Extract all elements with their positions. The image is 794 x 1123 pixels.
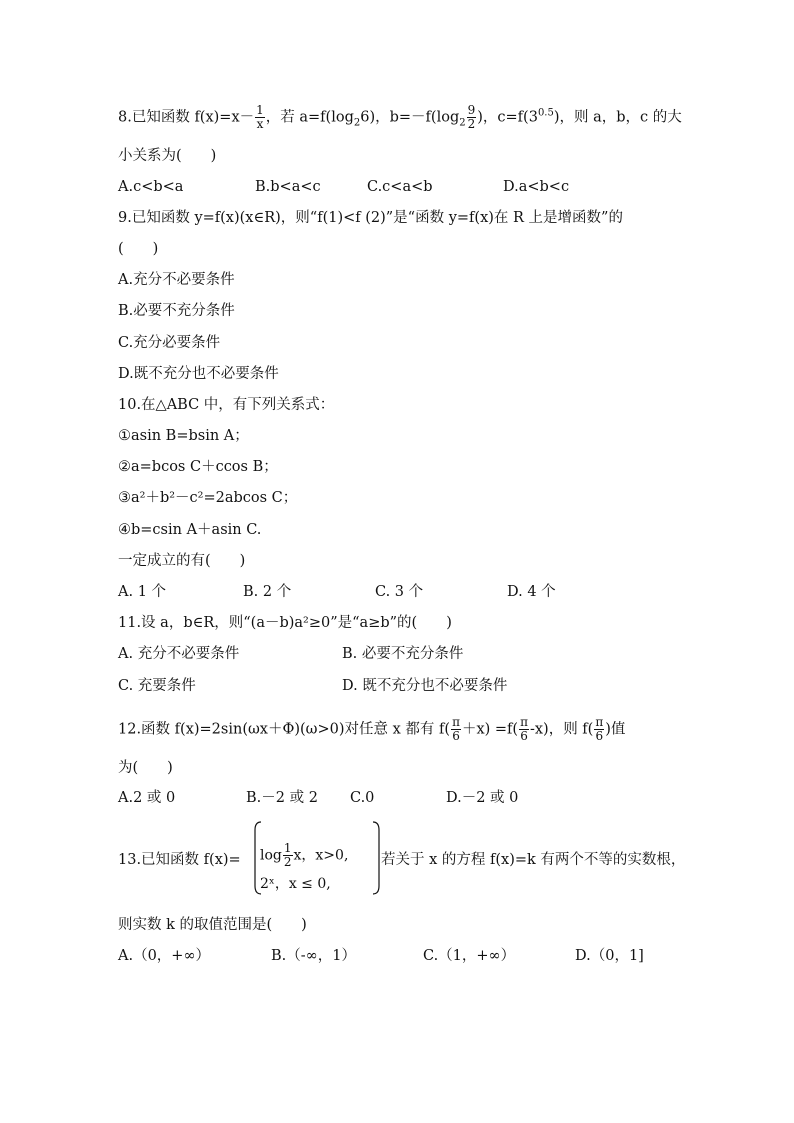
q10-option-c: C. 3 个 [375,584,424,600]
q13-line-2: 则实数 k 的取值范围是( ) [118,917,307,933]
piece-case-2: 2ˣ，x ≤ 0, [260,876,331,892]
q12-fraction-1: $\frac{\pi}{6}$ [452,715,460,743]
q13-option-b: B.（-∞，1） [271,948,356,964]
q12-text-2: ＋x) =f( [461,721,519,738]
q12-text-1: 12.函数 f(x)=2sin(ωx＋Φ)(ω>0)对任意 x 都有 f( [118,721,451,738]
q12-text-4: )值 [605,721,626,738]
q11-option-a: A. 充分不必要条件 [118,646,240,662]
q11-option-d: D. 既不充分也不必要条件 [342,678,508,694]
q13-option-d: D.（0，1] [575,948,644,964]
q8-fraction-1: $\frac{1}{x}$ [256,103,264,131]
q8-line-1: 8.已知函数 f(x)=x－ $\frac{1}{x}$ ，若 $a=f(\log_26)$，$b=-f(\log_2$ $\frac{9}{2}$ )，$c=f(3^{0.5})$，则 a，b，c 的大 [118,103,682,131]
piece-case-1: log $\frac{1}{2}$ x，x>0, [260,841,349,869]
q8-text-3: 6)，b=－f(log [360,109,460,126]
q9-line-2: ( ) [118,241,159,257]
q10-line-1: 10.在△ABC 中，有下列关系式： [118,397,335,413]
q8-line-2: 小关系为( ) [118,148,217,164]
q8-text-5: )，则 a，b，c 的大 [553,109,682,126]
q12-text-3: -x)，则 f( [529,721,594,738]
q10-item-3: ③a²＋b²－c²=2abcos C； [118,490,298,506]
q8-text-2: ，若 a=f(log [265,109,354,126]
q10-item-1: ①asin B=bsin A； [118,428,249,444]
q13-option-a: A.（0，+∞） [118,948,211,964]
q9-option-a: A.充分不必要条件 [118,272,235,288]
q10-item-4: ④b=csin A＋asin C. [118,522,262,538]
q8-option-a: A.c<b<a [118,179,184,195]
piecewise-function [253,820,381,896]
q9-option-d: D.既不充分也不必要条件 [118,366,279,382]
q10-line-last: 一定成立的有( ) [118,553,246,569]
q12-line-2: 为( ) [118,760,173,776]
q11-line-1: 11.设 a，b∈R，则“(a－b)a²≥0”是“a≥b”的( ) [118,615,452,631]
q9-option-b: B.必要不充分条件 [118,303,235,319]
q8-option-d: D.a<b<c [503,179,570,195]
q10-option-a: A. 1 个 [118,584,167,600]
q12-fraction-3: $\frac{\pi}{6}$ [595,715,604,743]
q9-line-1: 9.已知函数 y=f(x)(x∈R)，则“f(1)<f (2)”是“函数 y=f(x)在 R 上是增函数”的 [118,210,623,226]
q8-text-4: )，c=f(3 [477,109,538,126]
q8-option-b: B.b<a<c [255,179,321,195]
q12-fraction-2: $\frac{\pi}{6}$ [520,715,528,743]
q8-text-1: 8.已知函数 f(x)=x－ [118,109,255,126]
q11-option-b: B. 必要不充分条件 [342,646,464,662]
q11-option-c: C. 充要条件 [118,678,196,694]
q10-item-2: ②a=bcos C＋ccos B； [118,459,278,475]
piece-case-1-fraction: $\frac{1}{2}$ [283,841,292,869]
q12-option-d: D.－2 或 0 [446,790,519,806]
q12-line-1 [118,716,625,743]
q12-option-a: A.2 或 0 [118,790,176,806]
q10-option-d: D. 4 个 [507,584,556,600]
q8-option-c: C.c<a<b [367,179,433,195]
q13-option-c: C.（1，+∞） [423,948,516,964]
q8-fraction-2: $\frac{9}{2}$ [467,103,476,131]
q13-text-2: 若关于 x 的方程 f(x)=k 有两个不等的实数根， [381,852,686,868]
q10-option-b: B. 2 个 [243,584,292,600]
q12-option-b: B.－2 或 2 [246,790,318,806]
q9-option-c: C.充分必要条件 [118,335,221,351]
q13-text-1: 13.已知函数 f(x)= [118,852,241,868]
q12-option-c: C.0 [350,790,375,806]
